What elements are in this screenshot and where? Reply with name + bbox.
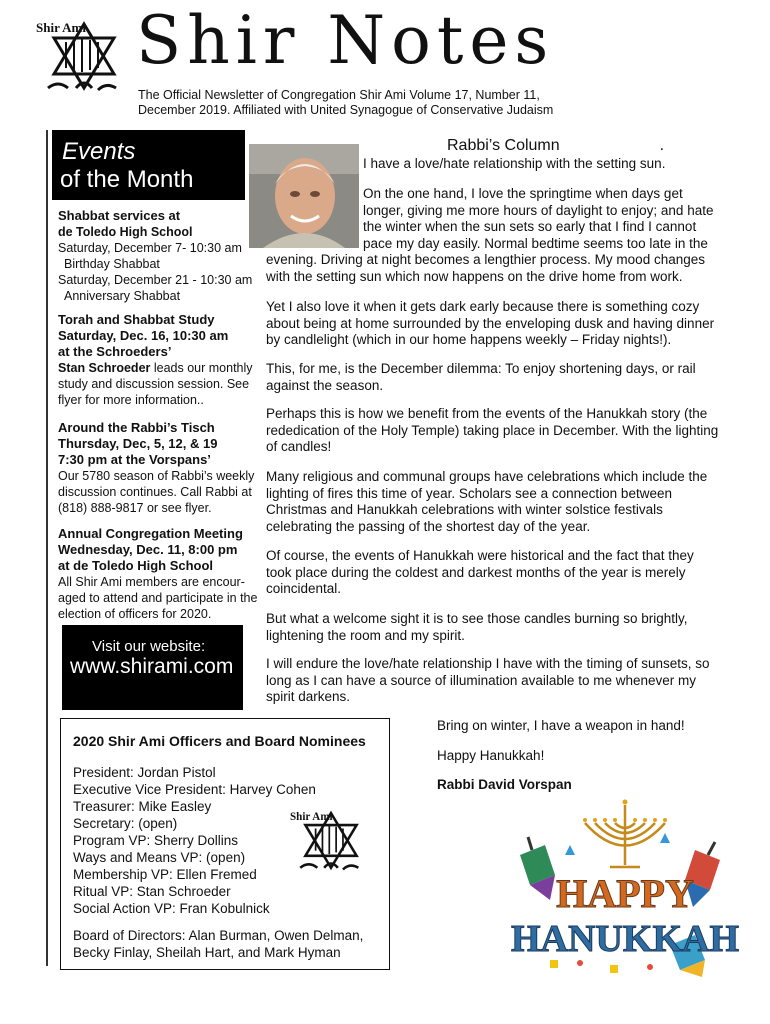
paragraph-line: about being at home surrounded by the enveloping dusk and having dinner xyxy=(266,315,715,331)
event-heading: at de Toledo High School xyxy=(58,558,214,573)
officer-item: Executive Vice President: Harvey Cohen xyxy=(73,782,316,797)
website-box xyxy=(62,625,243,710)
rabbi-signature: Rabbi David Vorspan xyxy=(437,777,572,792)
event-text: aged to attend and participate in the xyxy=(58,591,258,605)
event-text: flyer for more information.. xyxy=(58,393,204,407)
event-heading: Annual Congregation Meeting xyxy=(58,526,243,541)
event-heading: Wednesday, Dec. 11, 8:00 pm xyxy=(58,542,238,557)
officer-item: Program VP: Sherry Dollins xyxy=(73,833,239,848)
event-heading: Shabbat services at xyxy=(58,208,181,223)
rabbi-paragraph-10: Happy Hanukkah! xyxy=(437,748,545,763)
paragraph-line: On the one hand, I love the springtime when days get xyxy=(363,186,683,201)
paragraph-line: by candlelight (which in our home happens weekly – Friday nights!). xyxy=(266,332,672,347)
event-heading: Torah and Shabbat Study xyxy=(58,312,215,327)
paragraph-line: coincidental. xyxy=(266,581,342,596)
rabbi-paragraph-1-tail xyxy=(266,252,705,285)
left-column-rule xyxy=(46,130,48,966)
paragraph-line: Perhaps this is how we benefit from the events of the Hanukkah story (the xyxy=(266,406,708,421)
paragraph-line: against the season. xyxy=(266,377,384,393)
menorah-icon xyxy=(585,805,665,867)
events-subtitle: of the Month xyxy=(60,166,194,193)
subtitle-line: December 2019. Affiliated with United Synagogue of Conservative Judaism xyxy=(138,103,554,117)
paragraph-line: Christmas and Hanukkah celebrations with winter solstice festivals xyxy=(266,502,663,517)
event-text: Birthday Shabbat xyxy=(64,257,160,271)
website-label: Visit our website: xyxy=(92,638,206,655)
board-line: Board of Directors: Alan Burman, Owen Delman, xyxy=(73,928,364,943)
paragraph-line: took place during the coldest and darkest months of the year is merely xyxy=(266,564,686,580)
paragraph-line: lighting of fires this time of year. Scholars see a connection between xyxy=(266,485,672,501)
event-text: Our 5780 season of Rabbi’s weekly xyxy=(58,469,255,483)
rabbi-column-dot: . xyxy=(659,137,665,154)
officer-item: Ways and Means VP: (open) xyxy=(73,850,246,865)
rabbi-paragraph-2 xyxy=(266,299,714,349)
event-host-name: Stan Schroeder xyxy=(58,361,151,375)
paragraph-line: rededication of the Holy Temple) taking place in December. With the lighting xyxy=(266,422,719,438)
event-heading: Around the Rabbi’s Tisch xyxy=(58,420,215,435)
rabbi-column-heading: Rabbi’s Column xyxy=(447,137,560,154)
paragraph-line: spirit darkens. xyxy=(266,689,351,704)
officer-item: Ritual VP: Stan Schroeder xyxy=(73,884,231,899)
paragraph-line: the winter when the sun sets so early that I find I cannot xyxy=(363,219,697,234)
event-annual-meeting xyxy=(58,526,262,622)
officers-list xyxy=(73,764,316,917)
shir-ami-logo-small xyxy=(290,806,372,880)
events-header-box xyxy=(52,130,245,200)
paragraph-line: This, for me, is the December dilemma: To enjoy shortening days, or rail xyxy=(266,361,696,376)
officer-item: Social Action VP: Fran Kobulnick xyxy=(73,901,270,916)
event-text: Anniversary Shabbat xyxy=(64,289,181,303)
happy-hanukkah-artwork xyxy=(510,795,740,980)
logo-text: Shir Ami xyxy=(290,810,333,823)
paragraph-line: lightening the room and my spirit. xyxy=(266,627,465,643)
rabbi-paragraph-1 xyxy=(363,186,713,252)
rabbi-photo xyxy=(249,144,359,248)
event-text: All Shir Ami members are encour- xyxy=(58,575,245,589)
event-rabbis-tisch xyxy=(58,420,262,516)
event-heading: Saturday, Dec. 16, 10:30 am xyxy=(58,328,229,343)
happy-text: HAPPY xyxy=(556,871,694,916)
officers-title: 2020 Shir Ami Officers and Board Nominees xyxy=(73,733,366,749)
event-text: study and discussion session. See xyxy=(58,377,250,391)
paragraph-line: longer, giving me more hours of daylight to enjoy; and hate xyxy=(363,202,714,218)
paragraph-line: But what a welcome sight it is to see those candles burning so brightly, xyxy=(266,611,688,626)
event-text: election of officers for 2020. xyxy=(58,607,212,621)
event-heading: 7:30 pm at the Vorspans’ xyxy=(58,452,211,467)
rabbi-paragraph-4 xyxy=(266,406,718,456)
rabbi-paragraph-7 xyxy=(266,611,687,644)
events-title: Events xyxy=(62,138,136,165)
rabbi-column-title xyxy=(447,137,664,155)
paragraph-line: Of course, the events of Hanukkah were historical and the fact that they xyxy=(266,548,694,563)
event-text: Saturday, December 7- 10:30 am xyxy=(58,241,242,255)
hanukkah-text: HANUKKAH xyxy=(511,918,739,960)
newsletter-subtitle xyxy=(138,88,598,118)
officer-item: Membership VP: Ellen Fremed xyxy=(73,867,257,882)
paragraph-line: celebrating the passing of the shortest day of the year. xyxy=(266,518,591,534)
officer-item: President: Jordan Pistol xyxy=(73,765,216,780)
event-text: Saturday, December 21 - 10:30 am xyxy=(58,273,253,287)
website-link[interactable]: www.shirami.com xyxy=(70,655,234,678)
newsletter-title: Shir Notes xyxy=(136,2,555,79)
event-shabbat-services xyxy=(58,208,262,304)
paragraph-line: of candles! xyxy=(266,439,332,454)
shir-ami-logo xyxy=(36,18,132,100)
officer-item: Treasurer: Mike Easley xyxy=(73,799,212,814)
paragraph-line: pace my day easily. Normal bedtime seems too late in the xyxy=(363,235,708,251)
paragraph-line: I will endure the love/hate relationship I have with the timing of sunsets, so xyxy=(266,656,710,671)
event-text: discussion continues. Call Rabbi at xyxy=(58,485,252,499)
rabbi-paragraph-5 xyxy=(266,469,707,535)
paragraph-line: Yet I also love it when it gets dark early because there is something cozy xyxy=(266,299,700,314)
rabbi-paragraph-8 xyxy=(266,656,710,706)
event-heading: de Toledo High School xyxy=(58,225,193,239)
board-line: Becky Finlay, Sheilah Hart, and Mark Hyman xyxy=(73,945,341,960)
event-heading: at the Schroeders’ xyxy=(58,344,172,359)
rabbi-paragraph-6 xyxy=(266,548,694,598)
event-text xyxy=(58,360,262,376)
event-text: (818) 888-9817 or see flyer. xyxy=(58,501,212,515)
paragraph-line: long as I can have a source of illumination available to me whenever my xyxy=(266,672,696,688)
rabbi-paragraph-0: I have a love/hate relationship with the setting sun. xyxy=(363,156,666,171)
logo-text: Shir Ami xyxy=(36,20,86,35)
paragraph-line: with the setting sun which now happens on the drive home from work. xyxy=(266,268,683,284)
officer-item: Secretary: (open) xyxy=(73,816,178,831)
subtitle-line: The Official Newsletter of Congregation Shir Ami Volume 17, Number 11, xyxy=(138,88,540,102)
rabbi-paragraph-9: Bring on winter, I have a weapon in hand! xyxy=(437,718,685,733)
event-torah-study xyxy=(58,312,262,408)
rabbi-paragraph-3 xyxy=(266,361,696,394)
paragraph-line: Many religious and communal groups have celebrations which include the xyxy=(266,469,708,484)
board-of-directors xyxy=(73,927,383,961)
paragraph-line: evening. Driving at night becomes a lengthier process. My mood changes xyxy=(266,252,705,267)
dreidel-icon xyxy=(520,837,555,900)
event-heading: Thursday, Dec, 5, 12, & 19 xyxy=(58,436,218,451)
event-text-tail: leads our monthly xyxy=(150,361,253,375)
